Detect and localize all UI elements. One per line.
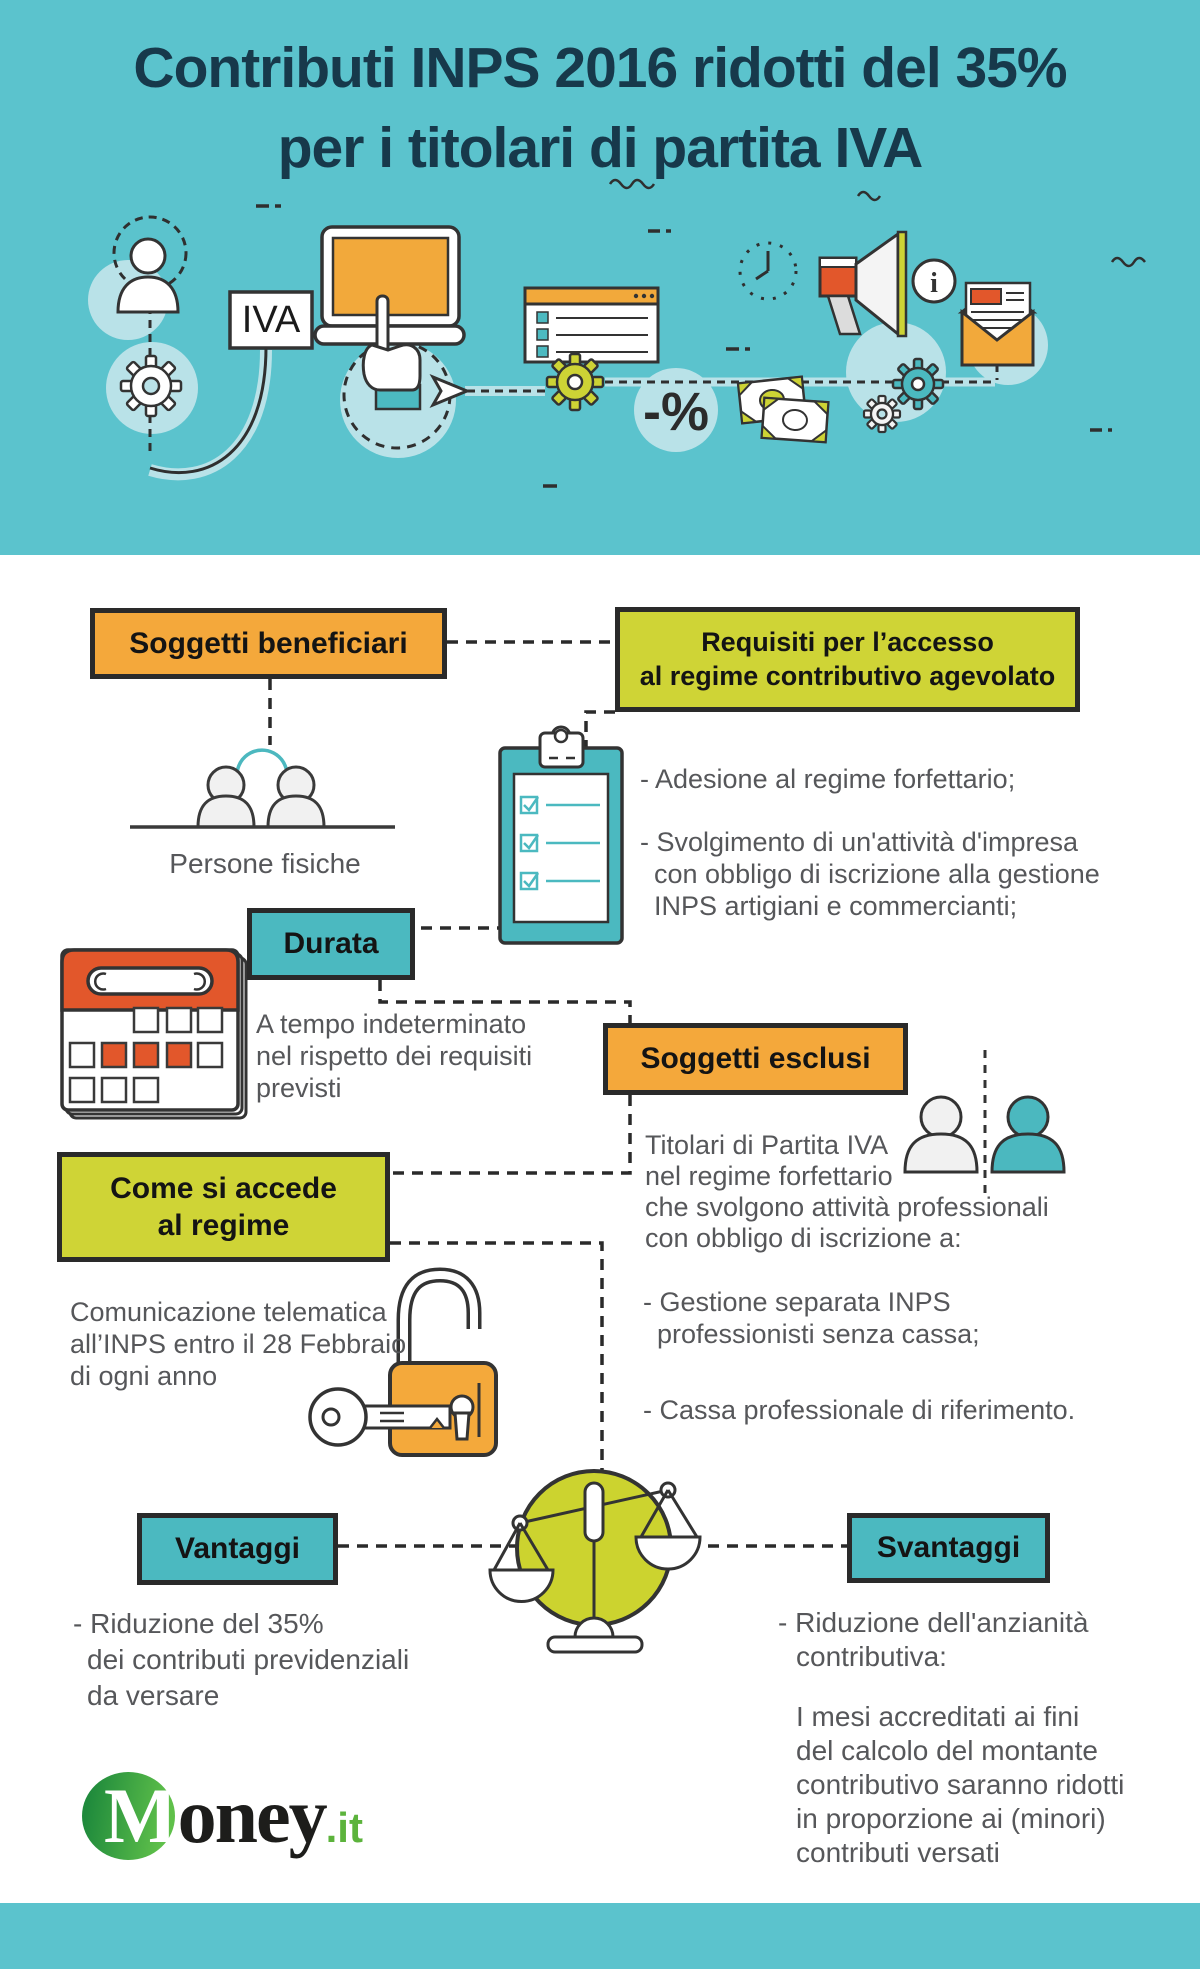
requisiti-item-1: - Adesione al regime forfettario; [640,764,1016,794]
esclusi-item-2: - Cassa professionale di riferimento. [643,1395,1076,1425]
calendar-icon [62,950,246,1118]
checklist-window-icon [525,288,658,362]
logo-m: M [104,1772,178,1859]
vantaggi-text: - Riduzione del 35% dei contributi previdenziali da versare [73,1608,410,1711]
section-box-svantaggi [847,1513,1050,1583]
section-box-durata [247,908,415,980]
logo-text [104,1768,363,1876]
section-box-accesso [57,1152,390,1262]
teal-gear-icon [893,359,943,409]
money-it-logo [80,1768,420,1868]
logo-tld: .it [325,1804,363,1851]
money-icon [738,377,828,442]
requisiti-label-line1: Requisiti per l’accesso [701,626,994,657]
iva-label: IVA [241,299,301,341]
scales-icon [490,1471,700,1652]
info-icon [913,260,955,302]
gear-icon [121,356,181,416]
esclusi-label: Soggetti esclusi [640,1042,871,1076]
accesso-label-line1: Come si accede [110,1171,337,1205]
megaphone-icon [820,232,906,336]
requisiti-label-line2: al regime contributivo agevolato [639,660,1056,691]
esclusi-item-1: - Gestione separata INPS professionisti senza cassa; [643,1287,980,1349]
clipboard-icon [500,727,622,943]
durata-label: Durata [283,927,379,961]
svantaggi-text: - Riduzione dell'anzianità contributiva: I mesi accreditati ai fini del calcolo del montante contributivo saranno ridotti in proporzione ai (minori) contributi versati [778,1607,1125,1868]
section-box-requisiti [615,607,1080,712]
requisiti-item-2: - Svolgimento di un'attività d'impresa con obbligo di iscrizione alla gestione INPS artigiani e commercianti; [640,827,1100,921]
durata-text: A tempo indeterminato nel rispetto dei requisiti previsti [256,1009,533,1103]
envelope-icon [962,283,1033,365]
page-title-line2: per i titolari di partita IVA [277,116,923,180]
page-title-line1: Contributi INPS 2016 ridotti del 35% [133,36,1067,100]
esclusi-text: Titolari di Partita IVA nel regime forfettario che svolgono attività professionali con obbligo di iscrizione a: [645,1130,1049,1253]
yellow-gear-icon [547,354,603,410]
banner-illustration [0,0,1200,555]
accesso-text: Comunicazione telematica all’INPS entro il 28 Febbraio di ogni anno [70,1297,407,1391]
section-box-esclusi [603,1023,908,1095]
small-gear-icon [864,396,900,432]
section-box-beneficiari [90,608,447,679]
iva-sign [230,292,312,348]
vantaggi-label: Vantaggi [174,1532,301,1566]
section-box-vantaggi [137,1513,338,1585]
footer-bar [0,1903,1200,1969]
svg-text:i: i [930,268,938,299]
people-icon [130,750,395,827]
beneficiari-caption: Persone fisiche [169,848,361,879]
accesso-label-line2: al regime [157,1209,290,1242]
discount-icon: -% [643,382,709,442]
beneficiari-label: Soggetti beneficiari [129,626,408,660]
logo-rest: oney [177,1772,326,1859]
svantaggi-label: Svantaggi [876,1531,1021,1565]
